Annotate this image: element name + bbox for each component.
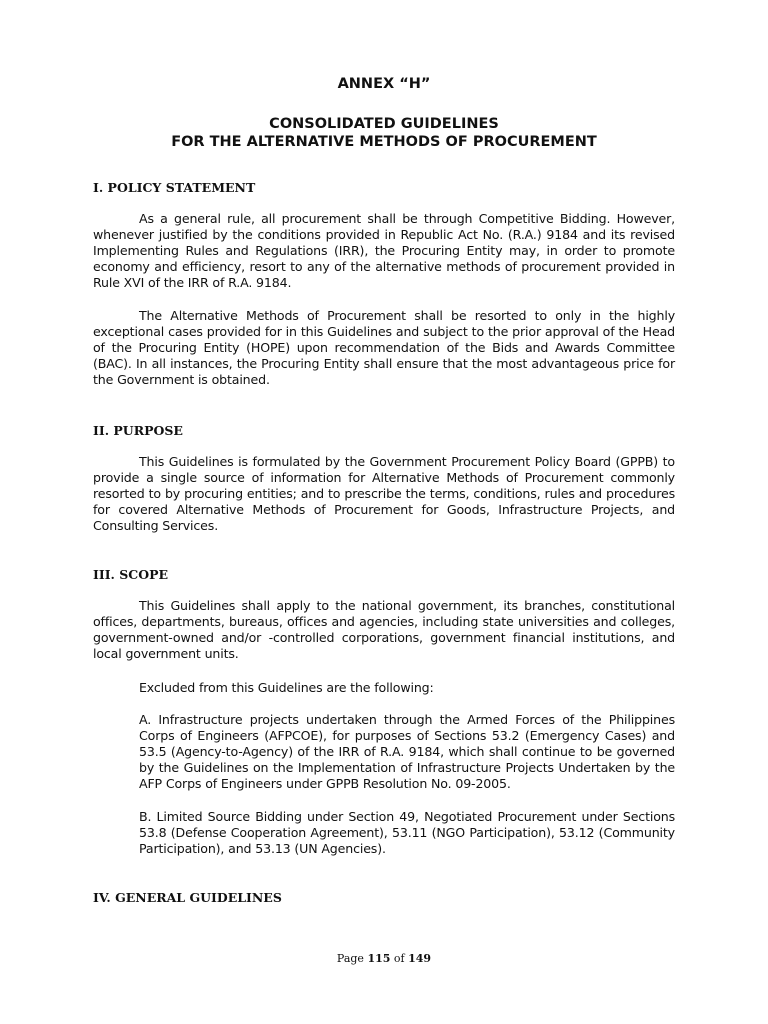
annex-label: ANNEX “H” — [337, 76, 431, 92]
purpose-paragraph: This Guidelines is formulated by the Government Procurement Policy Board (GPPB) to provide a single source of information for Alternative Methods of Procurement commonly resorted to by procuring entities; and to prescribe the terms, conditions, rules and procedures for covered Alternative Methods of Procurement for Goods, Infrastructure Projects, and Consulting Services. — [93, 454, 675, 533]
scope-paragraph-1: This Guidelines shall apply to the national government, its branches, constitutional offices, departments, bureaus, offices and agencies, including state universities and colleges, government-owned and/or -controlled corporations, government financial institutions, and local government units. — [93, 598, 675, 661]
page-of: of — [393, 952, 405, 965]
policy-paragraph-2: The Alternative Methods of Procurement shall be resorted to only in the highly exceptional cases provided for in this Guidelines and subject to the prior approval of the Head of the Procuring Entity (HOPE) upon recommendation of the Bids and Awards Committee (BAC). In all instances, the Procuring Entity shall ensure that the most advantageous price for the Government is obtained. — [93, 308, 675, 387]
policy-paragraph-1: As a general rule, all procurement shall be through Competitive Bidding. However, whenever justified by the conditions provided in Republic Act No. (R.A.) 9184 and its revised Implementing Rules and Regulations (IRR), the Procuring Entity may, in order to promote economy and efficiency, resort to any of the alternative methods of procurement provided in Rule XVI of the IRR of R.A. 9184. — [93, 211, 675, 290]
section-heading-policy: I. POLICY STATEMENT — [93, 180, 256, 195]
document-title — [0, 115, 768, 151]
section-heading-purpose: II. PURPOSE — [93, 423, 183, 438]
scope-exclusion-b: B. Limited Source Bidding under Section 49, Negotiated Procurement under Sections 53.8 (Defense Cooperation Agreement), 53.11 (NGO Participation), 53.12 (Community Participation), and 53.13 (UN Agencies). — [139, 809, 675, 856]
page-number-footer — [0, 952, 768, 965]
section-heading-scope: III. SCOPE — [93, 567, 169, 582]
scope-exclusion-a: A. Infrastructure projects undertaken through the Armed Forces of the Philippines Corps of Engineers (AFPCOE), for purposes of Sections 53.2 (Emergency Cases) and 53.5 (Agency-to-Agency) of the IRR of R.A. 9184, which shall continue to be governed by the Guidelines on the Implementation of Infrastructure Projects Undertaken by the AFP Corps of Engineers under GPPB Resolution No. 09-2005. — [139, 712, 675, 791]
section-heading-general-guidelines: IV. GENERAL GUIDELINES — [93, 890, 282, 905]
page-total: 149 — [408, 952, 432, 965]
page-label: Page — [336, 952, 364, 965]
document-title-line-2: FOR THE ALTERNATIVE METHODS OF PROCUREMENT — [171, 134, 597, 150]
document-title-line-1: CONSOLIDATED GUIDELINES — [269, 116, 499, 132]
page-current: 115 — [367, 952, 391, 965]
scope-exclusions-intro: Excluded from this Guidelines are the following: — [139, 680, 434, 695]
